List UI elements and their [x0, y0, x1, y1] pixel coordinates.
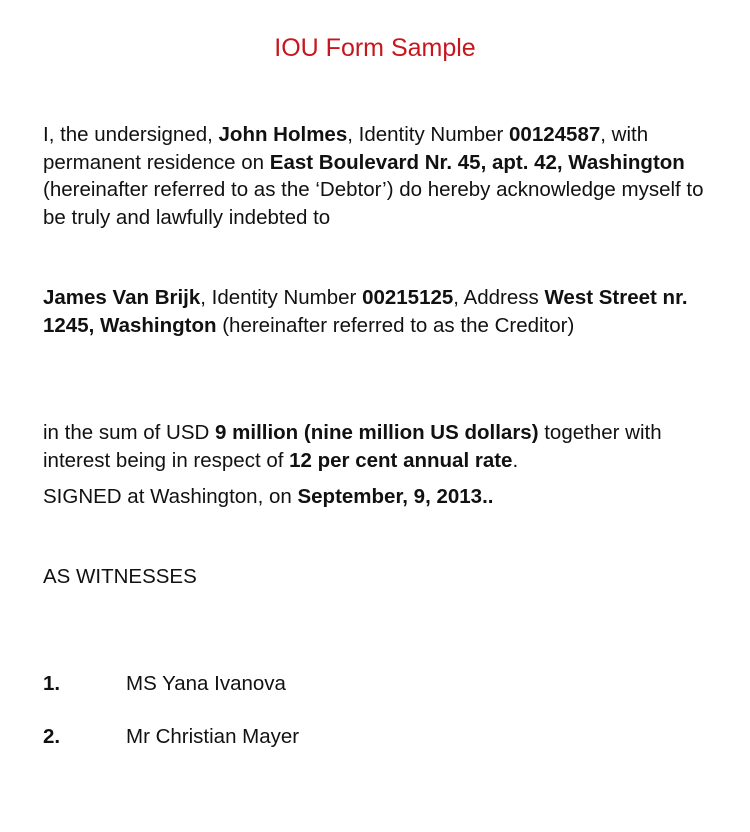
debtor-text-1: I, the undersigned,	[43, 123, 219, 146]
sum-text-1: in the sum of USD	[43, 421, 216, 444]
creditor-address: West Street nr. 1245, Washington	[43, 286, 688, 337]
witness-item	[43, 723, 299, 751]
creditor-text-1: , Identity Number	[200, 286, 363, 309]
witness-name: MS Yana Ivanova	[126, 672, 286, 695]
debtor-name: John Holmes	[218, 123, 348, 146]
sum-text-2: together with interest being in respect of	[43, 421, 662, 472]
debtor-id: 00124587	[509, 123, 601, 146]
creditor-text-3: (hereinafter referred to as the Creditor)	[216, 313, 575, 337]
witnesses-heading: AS WITNESSES	[43, 565, 197, 588]
witness-number: 1.	[43, 672, 61, 695]
witness-item	[43, 670, 286, 698]
sum-amount: 9 million (nine million US dollars)	[215, 421, 539, 444]
page-title: IOU Form Sample	[274, 34, 476, 62]
sum-paragraph	[43, 419, 723, 474]
creditor-id: 00215125	[362, 286, 454, 309]
debtor-paragraph	[43, 121, 723, 231]
debtor-text-3: , with permanent residence on	[43, 123, 649, 174]
sum-text-3: .	[512, 448, 519, 472]
witness-name: Mr Christian Mayer	[126, 725, 300, 748]
witness-number: 2.	[43, 725, 61, 748]
signed-paragraph	[43, 483, 723, 511]
signed-text: SIGNED at Washington, on	[43, 485, 298, 508]
interest-rate: 12 per cent annual rate	[289, 448, 513, 472]
creditor-text-2: , Address	[453, 286, 545, 309]
debtor-text-2: , Identity Number	[347, 123, 510, 146]
creditor-paragraph	[43, 284, 723, 339]
debtor-address: East Boulevard Nr. 45, apt. 42, Washington	[269, 150, 685, 174]
debtor-text-4: (hereinafter referred to as the ‘Debtor’) do hereby acknowledge myself to be truly and lawfully indebted to	[43, 178, 704, 229]
signed-date: September, 9, 2013..	[297, 485, 494, 508]
creditor-name: James Van Brijk	[43, 286, 201, 309]
